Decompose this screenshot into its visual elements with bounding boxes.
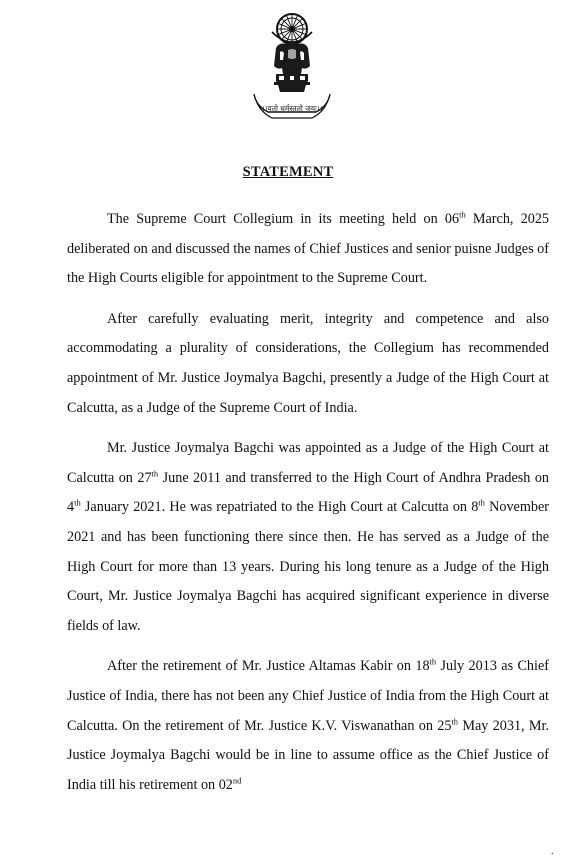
statement-paragraph	[67, 434, 549, 641]
paragraph-text: November 2021 and has been functioning there since then. He has served as a Judge of the High Court for more than 13 years. During his long tenure as a Judge of the High Court, Mr. Justice Joymalya Bagchi has acquired significant experience in diverse fields of law.	[67, 499, 549, 634]
paragraph-text: May 2031, Mr. Justice Joymalya Bagchi would be in line to assume office as the Chief Justice of India till his retirement on 02	[67, 717, 549, 793]
lion-capital-icon	[274, 42, 310, 92]
statement-paragraph	[67, 652, 549, 800]
statement-body	[67, 205, 549, 811]
state-emblem-icon	[246, 8, 338, 126]
ordinal-suffix: th	[429, 656, 437, 667]
statement-paragraph	[67, 305, 549, 423]
paragraph-text: July 2013 as Chief Justice of India, there has not been any Chief Justice of India from the High Court at Calcutta. On the retirement of Mr. Justice K.V. Viswanathan on 25	[67, 658, 549, 734]
paragraph-text: March, 2025 deliberated on and discussed the names of Chief Justices and senior puisne Judges of the High Courts eligible for appointment to the Supreme Court.	[67, 211, 550, 287]
ordinal-suffix: th	[74, 497, 81, 508]
paragraph-text: The Supreme Court Collegium in its meeting held on 06	[107, 211, 460, 227]
paragraph-text: Mr. Justice Joymalya Bagchi was appointed as a Judge of the High Court at Calcutta on 27	[67, 440, 549, 486]
statement-paragraph	[67, 205, 549, 294]
paragraph-text: June 2011 and transferred to the High Court of Andhra Pradesh on 4	[67, 469, 550, 516]
paragraph-text: After the retirement of Mr. Justice Altamas Kabir on 18	[107, 658, 430, 675]
ordinal-suffix: nd	[232, 774, 242, 785]
chakra-icon	[272, 14, 312, 44]
page-title: STATEMENT	[242, 164, 334, 180]
footer-mark: .	[551, 846, 554, 857]
ordinal-suffix: th	[459, 209, 466, 220]
ordinal-suffix: th	[478, 497, 485, 508]
ordinal-suffix: th	[451, 715, 459, 726]
emblem-motto: ।।यतो धर्मस्ततो जयः।।	[261, 104, 323, 113]
paragraph-text: After carefully evaluating merit, integrity and competence and also accommodating a plurality of considerations, the Collegium has recommended appointment of Mr. Justice Joymalya Bagchi, presently a Judge of the High Court at Calcutta, as a Judge of the Supreme Court of India.	[67, 310, 549, 416]
ordinal-suffix: th	[151, 468, 159, 479]
paragraph-text: January 2021. He was repatriated to the High Court at Calcutta on 8	[80, 499, 479, 516]
